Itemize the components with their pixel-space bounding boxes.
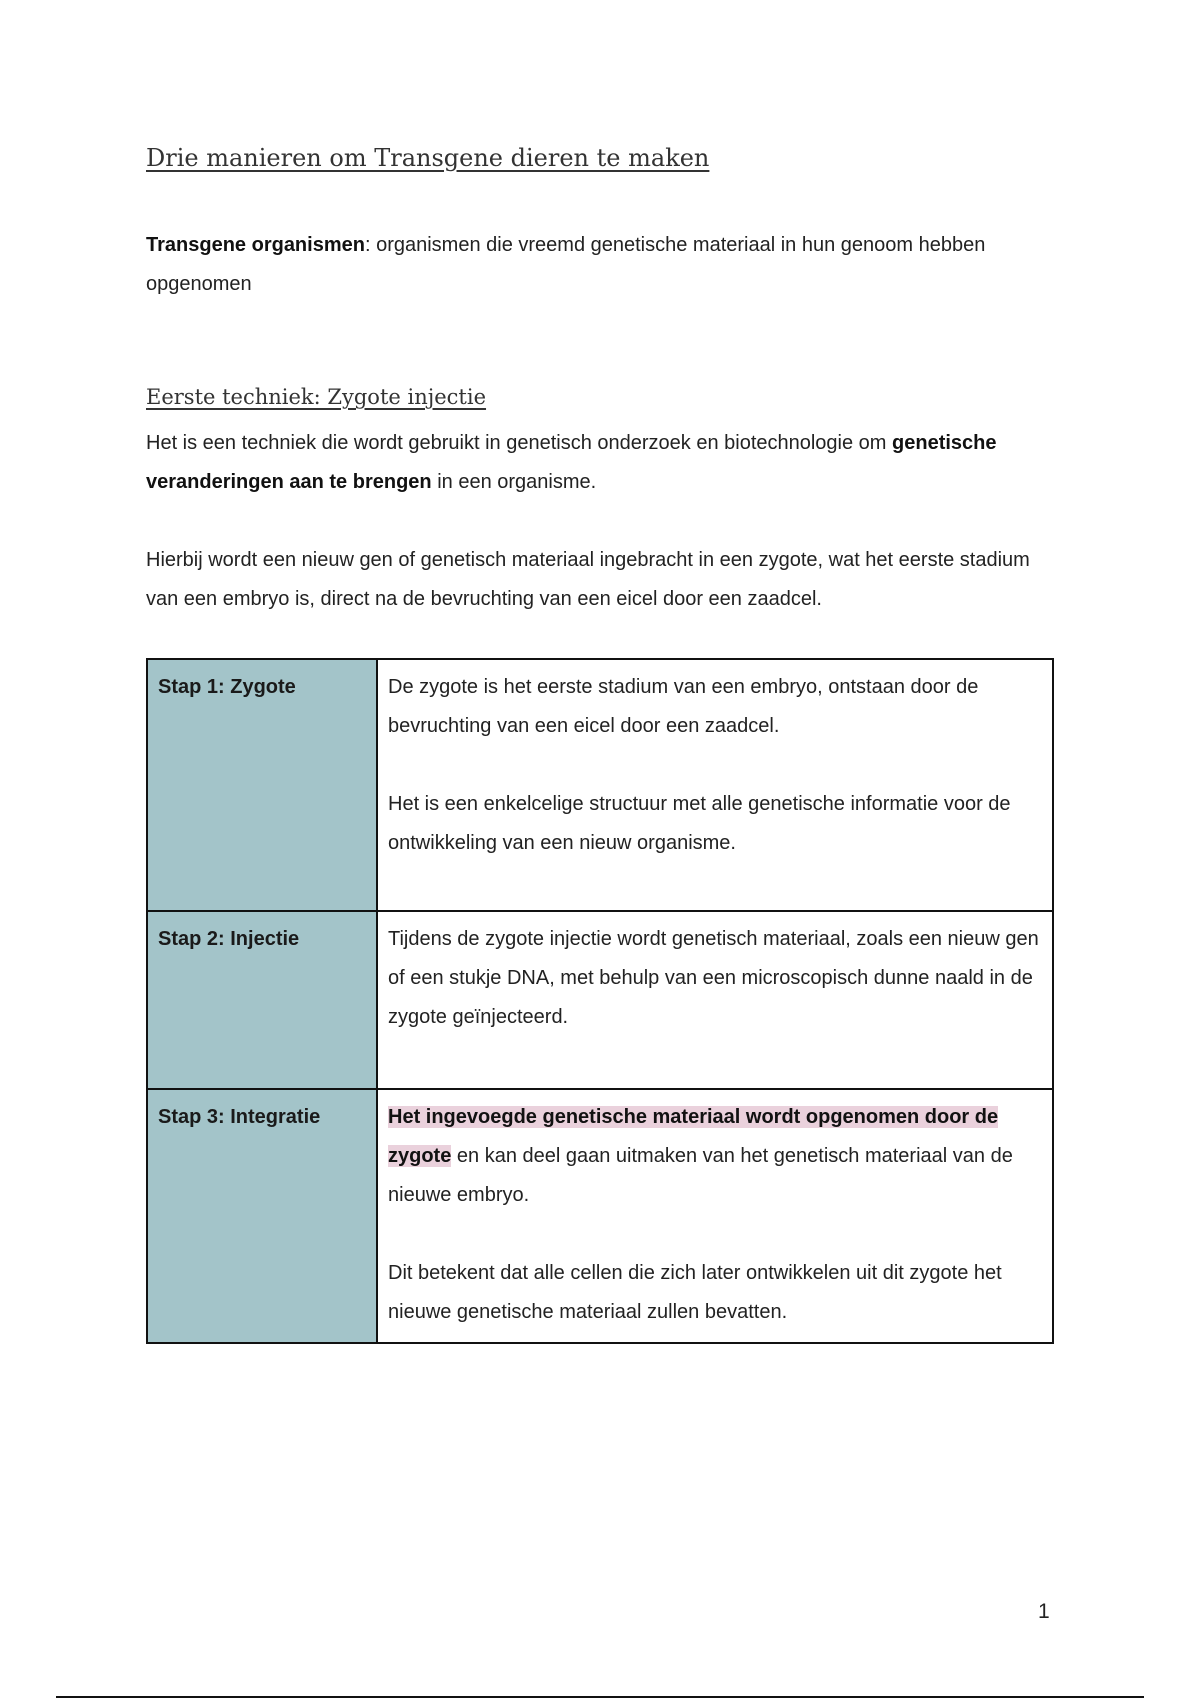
table-row: [147, 1089, 1053, 1343]
step-body: [377, 1089, 1053, 1343]
page-number: 1: [1038, 1600, 1050, 1623]
step-paragraph: Tijdens de zygote injectie wordt genetisch materiaal, zoals een nieuw gen of een stukje DNA, met behulp van een microscopisch dunne naald in de zygote geïnjecteerd.: [388, 928, 1039, 1028]
intro-1-after: in een organisme.: [431, 471, 597, 493]
step-paragraph: Het is een enkelcelige structuur met alle genetische informatie voor de ontwikkeling van een nieuw organisme.: [388, 793, 1011, 854]
highlighted-text: Het ingevoegde genetische materiaal wordt opgenomen door de zygote: [388, 1106, 999, 1167]
document-title: Drie manieren om Transgene dieren te maken: [146, 144, 710, 172]
intro-1-bold: genetische veranderingen aan te brengen: [146, 432, 997, 493]
step-label: Stap 1: Zygote: [147, 659, 377, 911]
page-divider: [56, 1696, 1144, 1698]
step-paragraph: De zygote is het eerste stadium van een embryo, ontstaan door de bevruchting van een eicel door een zaadcel.: [388, 676, 979, 737]
section-title: Eerste techniek: Zygote injectie: [146, 385, 487, 409]
definition-term: Transgene organismen: [146, 234, 365, 256]
intro-paragraph-2: Hierbij wordt een nieuw gen of genetisch materiaal ingebracht in een zygote, wat het eerste stadium van een embryo is, direct na de bevruchting van een eicel door een zaadcel.: [146, 549, 1030, 610]
table-row: [147, 911, 1053, 1089]
step-paragraph-rest: en kan deel gaan uitmaken van het genetisch materiaal van de nieuwe embryo.: [388, 1145, 1013, 1206]
step-body: [377, 659, 1053, 911]
step-label: Stap 3: Integratie: [147, 1089, 377, 1343]
step-paragraph: Dit betekent dat alle cellen die zich later ontwikkelen uit dit zygote het nieuwe genetische materiaal zullen bevatten.: [388, 1262, 1002, 1323]
step-body: [377, 911, 1053, 1089]
intro-paragraph-1: [146, 424, 1066, 502]
step-label: Stap 2: Injectie: [147, 911, 377, 1089]
table-row: [147, 659, 1053, 911]
step-paragraph: [388, 1098, 1042, 1215]
intro-1-before: Het is een techniek die wordt gebruikt in genetisch onderzoek en biotechnologie om: [146, 432, 893, 454]
definition-paragraph: [146, 226, 1066, 304]
steps-table: [146, 658, 1054, 1344]
definition-text: : organismen die vreemd genetische materiaal in hun genoom hebben opgenomen: [146, 234, 986, 295]
